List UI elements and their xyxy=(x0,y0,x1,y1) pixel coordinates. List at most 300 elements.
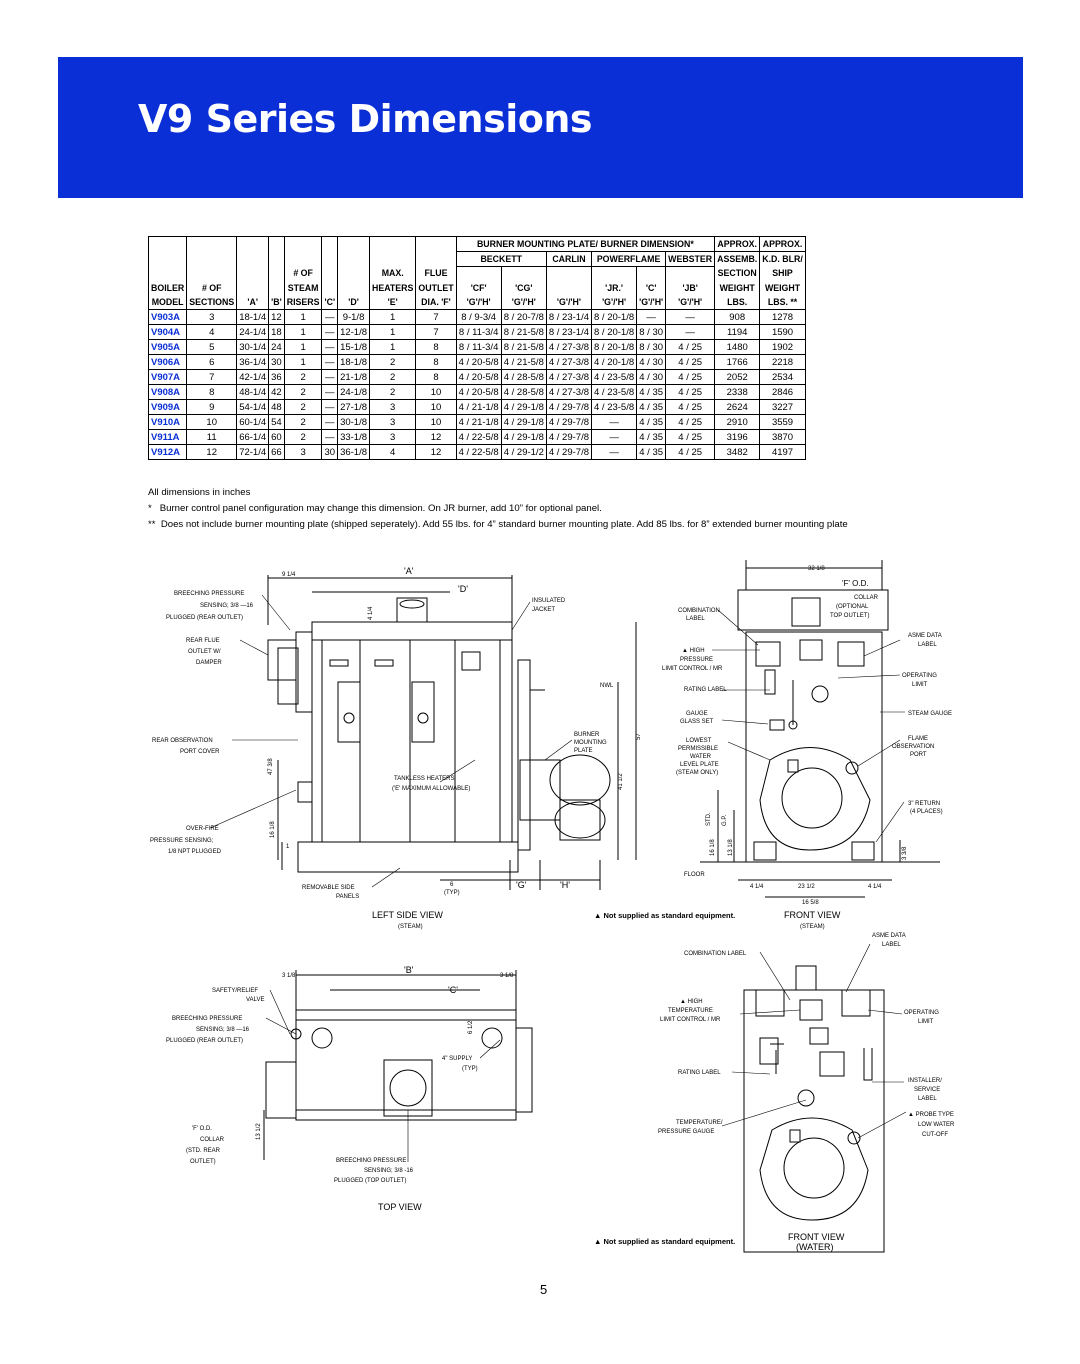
table-cell: 4 / 35 xyxy=(637,445,666,460)
table-cell: — xyxy=(592,415,637,430)
table-cell: 42-1/4 xyxy=(237,370,269,385)
page-title: V9 Series Dimensions xyxy=(138,97,593,141)
table-cell: 36-1/4 xyxy=(237,355,269,370)
top-f-od-label: 'F' O.D. xyxy=(192,1126,212,1132)
section-header: SECTION xyxy=(715,267,760,282)
approx-header: APPROX. xyxy=(760,237,806,252)
dim-a: 'A' xyxy=(404,566,414,576)
dim-d: 'D' xyxy=(458,584,468,594)
footnote-2-text: Does not include burner mounting plate (shipped seperately). Add 55 lbs. for 4” standard burner mounting plate. Add 85 lbs. for 8” extended burner mounting plate xyxy=(160,519,848,530)
table-cell: 12 xyxy=(269,310,285,325)
table-cell: 12 xyxy=(416,445,456,460)
top-typ-label: (TYP) xyxy=(462,1066,478,1072)
top-breeching-label: BREECHING PRESSURE xyxy=(172,1016,243,1022)
table-cell: 1902 xyxy=(760,340,806,355)
table-cell: 4 / 25 xyxy=(666,445,715,460)
dim-4b: 4 1/4 xyxy=(868,884,882,890)
table-cell: 4 / 21-1/8 xyxy=(456,415,501,430)
table-cell: 7 xyxy=(187,370,237,385)
table-cell: 1590 xyxy=(760,325,806,340)
table-cell: 15-1/8 xyxy=(338,340,370,355)
table-cell: 908 xyxy=(715,310,760,325)
dim-16: 16 1/8 xyxy=(270,821,276,838)
pressure-sensing-label: PRESSURE SENSING; xyxy=(150,838,214,844)
port-label: PORT xyxy=(910,752,927,758)
not-supplied-note-2: ▲ Not supplied as standard equipment. xyxy=(594,1237,736,1246)
rating-label: RATING LABEL xyxy=(684,687,727,693)
table-cell: 4 / 25 xyxy=(666,415,715,430)
table-cell: 60 xyxy=(269,430,285,445)
all-dims-note: All dimensions in inches xyxy=(148,487,251,498)
table-cell: 54 xyxy=(269,415,285,430)
table-cell: 27-1/8 xyxy=(338,400,370,415)
dim-g: 'G' xyxy=(516,880,527,890)
damper-label: DAMPER xyxy=(196,660,222,666)
table-cell: 4 / 29-7/8 xyxy=(546,400,591,415)
table-cell: 1278 xyxy=(760,310,806,325)
table-cell: 3482 xyxy=(715,445,760,460)
webster-header: WEBSTER xyxy=(666,252,715,267)
not-supplied-note-1: ▲ Not supplied as standard equipment. xyxy=(594,911,736,920)
installer-label-2: LABEL xyxy=(918,1096,937,1102)
flue-header: FLUE xyxy=(416,267,456,282)
dim-6: 6 xyxy=(450,882,454,888)
water-limit-label: LIMIT xyxy=(918,1019,934,1025)
observation-label: OBSERVATION xyxy=(892,744,935,750)
dim-32: 32 1/8 xyxy=(808,566,825,572)
burner-label: BURNER xyxy=(574,732,600,738)
dim-41: 41 1/2 xyxy=(618,773,624,790)
noof-header: # OF xyxy=(187,281,237,295)
page-number: 5 xyxy=(540,1282,548,1297)
dim-3: 3 3/8 xyxy=(902,846,908,860)
table-cell: 4 / 25 xyxy=(666,385,715,400)
table-cell: 4 / 29-1/2 xyxy=(501,445,546,460)
gh-header: 'G'/'H' xyxy=(546,295,591,310)
table-cell: 72-1/4 xyxy=(237,445,269,460)
table-cell: — xyxy=(322,370,338,385)
panels-label: PANELS xyxy=(336,894,360,900)
table-cell: 8 / 23-1/4 xyxy=(546,325,591,340)
table-cell: 8 / 20-1/8 xyxy=(592,340,637,355)
table-cell: 8 / 11-3/4 xyxy=(456,340,501,355)
limit-control-label: LIMIT CONTROL / MR xyxy=(662,666,723,672)
dim-b: 'B' xyxy=(404,965,414,975)
table-cell: 4 / 29-1/8 xyxy=(501,400,546,415)
asme-label: ASME DATA xyxy=(908,633,942,639)
footnote-1-text: Burner control panel configuration may change this dimension. On JR burner, add 10” for optional panel. xyxy=(159,503,602,514)
e-max-label: ('E' MAXIMUM ALLOWABLE) xyxy=(392,786,471,792)
steam-caption: (STEAM) xyxy=(398,924,423,930)
carlin-header: CARLIN xyxy=(546,252,591,267)
lbs2-header: LBS. ** xyxy=(760,295,806,310)
pressure-label: PRESSURE xyxy=(680,657,714,663)
gh-header: 'G'/'H' xyxy=(456,295,501,310)
table-cell: — xyxy=(322,310,338,325)
table-cell: 4 / 23-5/8 xyxy=(592,385,637,400)
water-limit-control-label: LIMIT CONTROL / MR xyxy=(660,1017,721,1023)
table-cell: 8 xyxy=(416,355,456,370)
table-cell: 2338 xyxy=(715,385,760,400)
table-cell: 42 xyxy=(269,385,285,400)
valve-label: VALVE xyxy=(246,997,265,1003)
table-cell: 4 / 20-5/8 xyxy=(456,355,501,370)
c-header: 'C' xyxy=(322,295,338,310)
table-cell: 4 / 29-7/8 xyxy=(546,445,591,460)
lbs-header: LBS. xyxy=(715,295,760,310)
table-cell: 8 / 30 xyxy=(637,325,666,340)
table-cell: 24 xyxy=(269,340,285,355)
table-cell: 3559 xyxy=(760,415,806,430)
table-cell: 4 xyxy=(187,325,237,340)
rear-flue-label: REAR FLUE xyxy=(186,638,220,644)
table-cell: 4 / 22-5/8 xyxy=(456,445,501,460)
table-cell: 4 / 23-5/8 xyxy=(592,400,637,415)
table-cell: 8 / 21-5/8 xyxy=(501,340,546,355)
table-cell: — xyxy=(592,445,637,460)
return-label: 3" RETURN xyxy=(908,801,941,807)
installer-label: INSTALLER/ xyxy=(908,1078,942,1084)
dim-13-top: 13 1/2 xyxy=(256,1123,262,1140)
table-cell: 2 xyxy=(284,385,322,400)
rear-obs-label: REAR OBSERVATION xyxy=(152,738,213,744)
safety-relief-label: SAFETY/RELIEF xyxy=(212,988,259,994)
glass-set-label: GLASS SET xyxy=(680,719,714,725)
table-cell: 66 xyxy=(269,445,285,460)
front-view-water-caption: FRONT VIEW xyxy=(788,1232,845,1242)
table-cell: 30-1/4 xyxy=(237,340,269,355)
dim-47: 47 3/8 xyxy=(268,758,274,775)
table-cell: — xyxy=(322,400,338,415)
table-cell: 8 / 20-1/8 xyxy=(592,325,637,340)
table-cell: — xyxy=(666,310,715,325)
table-cell: 2624 xyxy=(715,400,760,415)
water-caption: (WATER) xyxy=(796,1242,834,1252)
gp-label: G.P. xyxy=(722,814,728,826)
front-view-steam-drawing xyxy=(700,560,940,897)
table-cell: 30 xyxy=(322,445,338,460)
model-cell: V912A xyxy=(149,445,187,460)
collar-label: COLLAR xyxy=(854,595,879,601)
jb-header: 'JB' xyxy=(666,281,715,295)
table-cell: 24-1/4 xyxy=(237,325,269,340)
table-cell: 4 / 21-5/8 xyxy=(501,355,546,370)
table-cell: 8 xyxy=(187,385,237,400)
table-cell: 4 / 27-3/8 xyxy=(546,385,591,400)
table-cell: 2 xyxy=(284,430,322,445)
table-cell: 1 xyxy=(370,325,416,340)
jr-header: 'JR.' xyxy=(592,281,637,295)
gh-header: 'G'/'H' xyxy=(637,295,666,310)
table-cell: — xyxy=(322,385,338,400)
breeching-label: BREECHING PRESSURE xyxy=(174,591,245,597)
table-cell: 4 / 28-5/8 xyxy=(501,370,546,385)
table-cell: 4 / 25 xyxy=(666,355,715,370)
table-cell: 7 xyxy=(416,310,456,325)
plate-label: PLATE xyxy=(574,748,593,754)
assemb-header: ASSEMB. xyxy=(715,252,760,267)
table-cell: 3 xyxy=(284,445,322,460)
dim-3b: 3 1/8 xyxy=(500,973,514,979)
table-cell: 1480 xyxy=(715,340,760,355)
table-cell: — xyxy=(322,415,338,430)
table-cell: 2 xyxy=(284,400,322,415)
table-cell: 1 xyxy=(284,340,322,355)
weight-header: WEIGHT xyxy=(715,281,760,295)
lowest-label: LOWEST xyxy=(686,738,712,744)
supply-label: 4" SUPPLY xyxy=(442,1056,473,1062)
table-cell: 3227 xyxy=(760,400,806,415)
table-cell: — xyxy=(322,430,338,445)
table-cell: 4 / 29-7/8 xyxy=(546,430,591,445)
table-cell: 8 / 9-3/4 xyxy=(456,310,501,325)
table-cell: 8 / 30 xyxy=(637,340,666,355)
service-label: SERVICE xyxy=(914,1087,941,1093)
steam-only-label: (STEAM ONLY) xyxy=(676,770,719,776)
table-cell: 4 / 27-3/8 xyxy=(546,370,591,385)
nwl-label: NWL xyxy=(600,683,614,689)
jacket-label: JACKET xyxy=(532,607,556,613)
table-cell: 33-1/8 xyxy=(338,430,370,445)
top-body xyxy=(296,1010,516,1120)
dim-4a: 4 1/4 xyxy=(750,884,764,890)
dia-f-header: DIA. 'F' xyxy=(416,295,456,310)
gh-header: 'G'/'H' xyxy=(592,295,637,310)
table-cell: 4 / 20-5/8 xyxy=(456,385,501,400)
outlet-header: OUTLET xyxy=(416,281,456,295)
top-outlet-paren-label: OUTLET) xyxy=(190,1159,216,1165)
table-cell: 12 xyxy=(416,430,456,445)
model-header: MODEL xyxy=(149,295,187,310)
table-cell: 12-1/8 xyxy=(338,325,370,340)
gh-header: 'G'/'H' xyxy=(666,295,715,310)
table-cell: 2 xyxy=(284,415,322,430)
operating-label: OPERATING xyxy=(902,673,937,679)
pressure-gauge-label: PRESSURE GAUGE xyxy=(658,1129,715,1135)
boiler-front-water-body xyxy=(744,990,884,1252)
table-cell: 3 xyxy=(187,310,237,325)
table-cell: 4 / 35 xyxy=(637,415,666,430)
steam-gauge-label: STEAM GAUGE xyxy=(908,711,953,717)
table-cell: 8 / 11-3/4 xyxy=(456,325,501,340)
top-sensing-label: SENSING; 3/8 —16 xyxy=(196,1027,250,1033)
table-cell: 4 / 21-1/8 xyxy=(456,400,501,415)
table-cell: 4 / 35 xyxy=(637,430,666,445)
tankless-label: TANKLESS HEATERS xyxy=(394,776,455,782)
table-cell: 5 xyxy=(187,340,237,355)
std-label: STD. xyxy=(706,812,712,826)
table-cell: 2534 xyxy=(760,370,806,385)
table-cell: 3870 xyxy=(760,430,806,445)
dim-23: 23 1/2 xyxy=(798,884,815,890)
dim-16-front: 16 5/8 xyxy=(802,900,819,906)
optional-label: (OPTIONAL xyxy=(836,604,869,610)
table-cell: 18-1/8 xyxy=(338,355,370,370)
sensing-label: SENSING; 3/8 —16 xyxy=(200,603,254,609)
table-cell: 2 xyxy=(370,385,416,400)
flame-label: FLAME xyxy=(908,736,929,742)
gh-header: 'G'/'H' xyxy=(501,295,546,310)
front-view-caption: FRONT VIEW xyxy=(784,910,841,920)
table-cell: 18-1/4 xyxy=(237,310,269,325)
table-cell: 8 / 20-7/8 xyxy=(501,310,546,325)
top-view-caption: TOP VIEW xyxy=(378,1202,422,1212)
water-rating-label: RATING LABEL xyxy=(678,1070,721,1076)
table-cell: — xyxy=(322,325,338,340)
table-cell: 4 / 30 xyxy=(637,370,666,385)
table-cell: — xyxy=(322,355,338,370)
table-cell: 6 xyxy=(187,355,237,370)
f-od-label: 'F' O.D. xyxy=(842,579,869,588)
table-cell: 1 xyxy=(284,310,322,325)
table-cell: 4 / 20-1/8 xyxy=(592,355,637,370)
dim-6-top: 6 1/2 xyxy=(468,1020,474,1034)
table-cell: 1 xyxy=(370,340,416,355)
table-cell: 30-1/8 xyxy=(338,415,370,430)
table-cell: 9-1/8 xyxy=(338,310,370,325)
over-fire-label: OVER-FIRE xyxy=(186,826,219,832)
table-cell: 4 / 27-3/8 xyxy=(546,355,591,370)
noof-header: # OF xyxy=(284,267,322,282)
table-cell: 18 xyxy=(269,325,285,340)
approx-header: APPROX. xyxy=(715,237,760,252)
table-cell: 1 xyxy=(284,325,322,340)
table-cell: 4 / 25 xyxy=(666,400,715,415)
model-cell: V905A xyxy=(149,340,187,355)
table-cell: 8 xyxy=(416,370,456,385)
combination-label: COMBINATION xyxy=(678,608,720,614)
dim-c: 'C' xyxy=(448,985,458,995)
dim-16b: 16 1/8 xyxy=(710,839,716,856)
port-cover-label: PORT COVER xyxy=(180,749,220,755)
table-cell: 48 xyxy=(269,400,285,415)
risers-header: RISERS xyxy=(284,295,322,310)
table-cell: 36 xyxy=(269,370,285,385)
top-sensing-2-label: SENSING; 3/8 -16 xyxy=(364,1168,414,1174)
table-cell: 2846 xyxy=(760,385,806,400)
table-cell: 4 / 35 xyxy=(637,385,666,400)
insulated-label: INSULATED xyxy=(532,598,566,604)
burner-group-header: BURNER MOUNTING PLATE/ BURNER DIMENSION* xyxy=(456,237,715,252)
table-cell: 11 xyxy=(187,430,237,445)
table-cell: 4 / 35 xyxy=(637,400,666,415)
dim-9: 9 1/4 xyxy=(282,572,296,578)
sections-header: SECTIONS xyxy=(187,295,237,310)
typ-label: (TYP) xyxy=(444,890,460,896)
a-header: 'A' xyxy=(237,295,269,310)
model-cell: V903A xyxy=(149,310,187,325)
left-side-view-caption: LEFT SIDE VIEW xyxy=(372,910,443,920)
table-cell: 36-1/8 xyxy=(338,445,370,460)
removable-label: REMOVABLE SIDE xyxy=(302,885,355,891)
table-cell: 2 xyxy=(370,355,416,370)
front-view-water-drawing xyxy=(744,966,884,1252)
gauge-label: GAUGE xyxy=(686,711,708,717)
model-cell: V904A xyxy=(149,325,187,340)
model-cell: V910A xyxy=(149,415,187,430)
model-cell: V909A xyxy=(149,400,187,415)
npt-plugged-label: 1/8 NPT PLUGGED xyxy=(168,849,221,855)
table-cell: 10 xyxy=(416,385,456,400)
dim-1: 1 xyxy=(286,844,290,850)
table-cell: 4 / 25 xyxy=(666,370,715,385)
dim-h: 'H' xyxy=(560,880,570,890)
table-cell: 7 xyxy=(416,325,456,340)
water-asme-label-2: LABEL xyxy=(882,942,901,948)
d-header: 'D' xyxy=(338,295,370,310)
table-cell: 2910 xyxy=(715,415,760,430)
powerflame-header: POWERFLAME xyxy=(592,252,666,267)
table-cell: — xyxy=(637,310,666,325)
footnote-marker: ** xyxy=(148,519,156,530)
table-cell: 4 / 28-5/8 xyxy=(501,385,546,400)
table-cell: 4 / 29-1/8 xyxy=(501,430,546,445)
max-header: MAX. xyxy=(370,267,416,282)
probe-label: ▲ PROBE TYPE xyxy=(908,1112,954,1118)
table-cell: 4 / 29-1/8 xyxy=(501,415,546,430)
e-header: 'E' xyxy=(370,295,416,310)
dim-57: 57 xyxy=(636,733,642,740)
c2-header: 'C' xyxy=(637,281,666,295)
cut-off-label: CUT-OFF xyxy=(922,1132,948,1138)
places-label: (4 PLACES) xyxy=(910,809,943,815)
table-cell: — xyxy=(322,340,338,355)
beckett-header: BECKETT xyxy=(456,252,546,267)
model-cell: V907A xyxy=(149,370,187,385)
water-label: WATER xyxy=(690,754,711,760)
table-cell: 3196 xyxy=(715,430,760,445)
cf-header: 'CF' xyxy=(456,281,501,295)
table-cell: 3 xyxy=(370,430,416,445)
permissible-label: PERMISSIBLE xyxy=(678,746,719,752)
table-cell: 60-1/4 xyxy=(237,415,269,430)
table-cell: 4 / 25 xyxy=(666,340,715,355)
plugged-rear-label: PLUGGED (REAR OUTLET) xyxy=(166,615,244,621)
level-plate-label: LEVEL PLATE xyxy=(680,762,719,768)
top-collar-label: COLLAR xyxy=(200,1137,225,1143)
water-high-label: ▲ HIGH xyxy=(680,999,703,1005)
table-cell: 8 / 21-5/8 xyxy=(501,325,546,340)
table-cell: 4 / 30 xyxy=(637,355,666,370)
dim-13: 13 1/8 xyxy=(728,839,734,856)
floor-label: FLOOR xyxy=(684,872,705,878)
table-cell: 2 xyxy=(370,370,416,385)
table-cell: 4 / 20-5/8 xyxy=(456,370,501,385)
table-cell: 48-1/4 xyxy=(237,385,269,400)
table-cell: 4 / 22-5/8 xyxy=(456,430,501,445)
water-asme-label: ASME DATA xyxy=(872,933,906,939)
table-cell: 10 xyxy=(187,415,237,430)
ship-header: SHIP xyxy=(760,267,806,282)
water-combination-label: COMBINATION LABEL xyxy=(684,951,747,957)
table-cell: 1 xyxy=(284,355,322,370)
table-cell: 4197 xyxy=(760,445,806,460)
temperature-label: TEMPERATURE xyxy=(668,1008,713,1014)
temp-pressure-label: TEMPERATURE/ xyxy=(676,1120,723,1126)
table-cell: 10 xyxy=(416,415,456,430)
table-cell: 8 xyxy=(416,340,456,355)
table-cell: 2052 xyxy=(715,370,760,385)
table-cell: 4 xyxy=(370,445,416,460)
mounting-label: MOUNTING xyxy=(574,740,607,746)
front-steam-caption: (STEAM) xyxy=(800,924,825,930)
asme-label-2: LABEL xyxy=(918,642,937,648)
table-cell: 21-1/8 xyxy=(338,370,370,385)
table-cell: 2 xyxy=(284,370,322,385)
table-cell: 8 / 23-1/4 xyxy=(546,310,591,325)
table-cell: 30 xyxy=(269,355,285,370)
table-cell: 4 / 29-7/8 xyxy=(546,415,591,430)
